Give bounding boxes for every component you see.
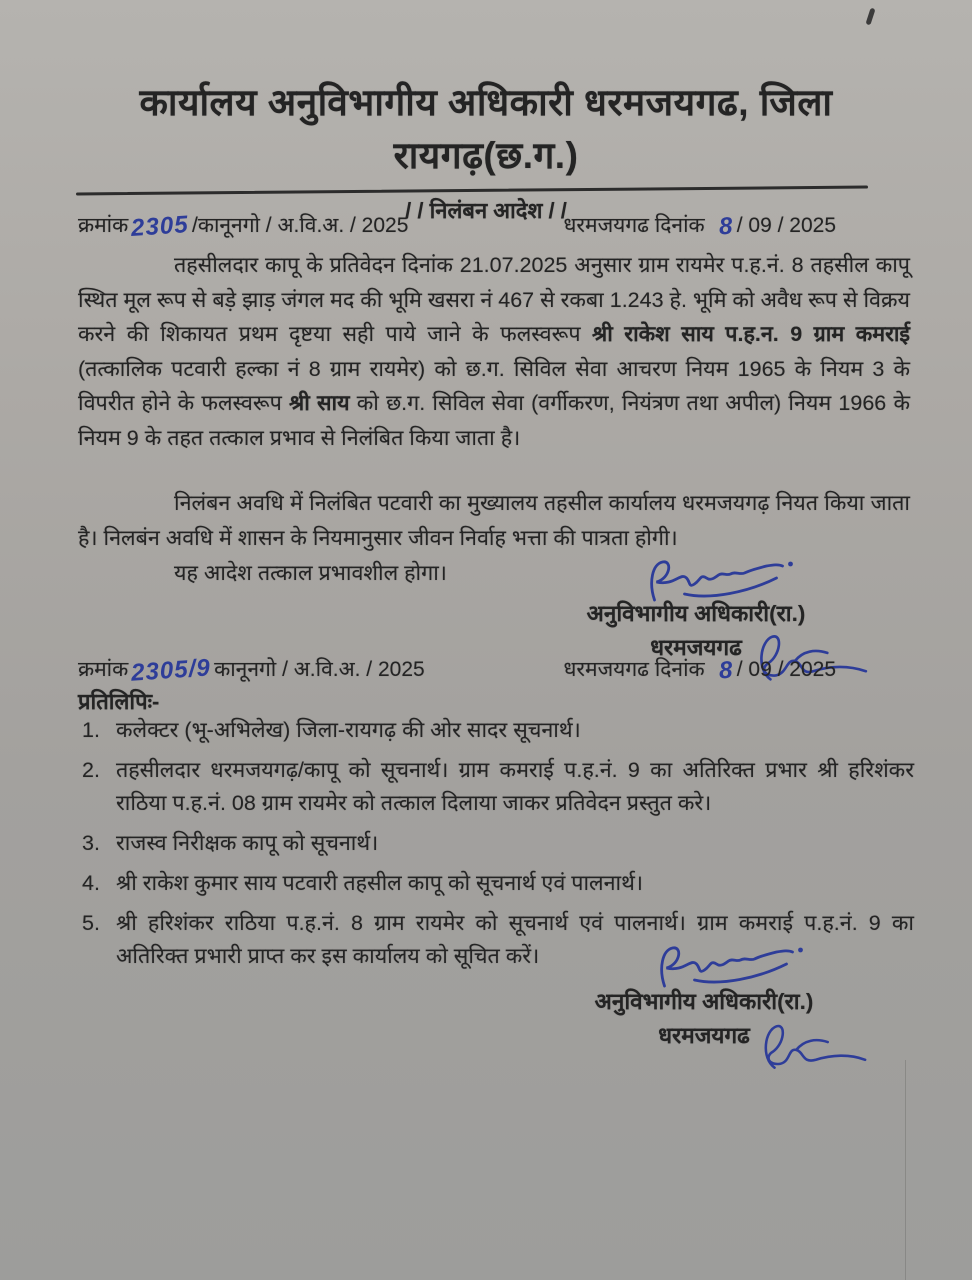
scan-stray-mark bbox=[865, 8, 875, 26]
para1-emphasis-name2: श्री साय bbox=[289, 391, 350, 415]
list-item bbox=[82, 867, 914, 900]
list-item-text: कलेक्टर (भू-अभिलेख) जिला-रायगढ़ की ओर सादर सूचनार्थ। bbox=[116, 718, 581, 742]
order-paragraph-1 bbox=[78, 248, 910, 455]
list-item-text: तहसीलदार धरमजयगढ़/कापू को सूचनार्थ। ग्राम कमराई प.ह.नं. 9 का अतिरिक्त प्रभार श्री हरिशंकर राठिया प.ह.नं. 08 ग्राम रायमेर को तत्काल दिलाया जाकर प्रतिवेदन प्रस्तुत करे। bbox=[116, 758, 914, 815]
order-type-heading: / / निलंबन आदेश / / bbox=[405, 198, 567, 223]
place-date-label-2: धरमजयगढ दिनांक bbox=[563, 658, 705, 681]
handwritten-day: 8 bbox=[718, 212, 735, 241]
place-date-right-2 bbox=[564, 655, 836, 683]
list-item-number: 4. bbox=[82, 871, 100, 895]
letterhead-underline bbox=[76, 186, 868, 196]
para1-emphasis-name: श्री राकेश साय प.ह.न. 9 ग्राम कमराई bbox=[592, 322, 910, 346]
signatory-designation-top: अनुविभागीय अधिकारी(रा.) bbox=[586, 601, 806, 626]
copies-list bbox=[82, 714, 914, 980]
reference-number-left-2 bbox=[78, 654, 425, 687]
order-paragraph-3: यह आदेश तत्काल प्रभावशील होगा। bbox=[174, 561, 447, 585]
letterhead-line2: रायगढ़(छ.ग.) bbox=[393, 135, 579, 176]
date-rest: / 09 / 2025 bbox=[736, 214, 836, 237]
ref-label: क्रमांक bbox=[78, 214, 129, 237]
signature-paraph-icon bbox=[745, 1014, 873, 1076]
office-letterhead bbox=[0, 76, 972, 182]
place-date-label: धरमजयगढ दिनांक bbox=[563, 214, 705, 237]
ref-suffix-2: कानूनगो / अ.वि.अ. / 2025 bbox=[214, 658, 425, 681]
para1-text3: को छ.ग. सिविल सेवा (वर्गीकरण, नियंत्रण तथा अपील) नियम 1966 के नियम 9 के तहत तत्काल प्रभाव से निलंबित किया जाता है। bbox=[78, 391, 910, 450]
letterhead-line1: कार्यालय अनुविभागीय अधिकारी धरमजयगढ, जिला bbox=[139, 82, 833, 123]
list-item-number: 1. bbox=[82, 718, 100, 742]
reference-number-left bbox=[78, 211, 409, 242]
reference-line-bottom bbox=[78, 654, 836, 687]
para1-text: तहसीलदार कापू के प्रतिवेदन दिनांक 21.07.2025 अनुसार ग्राम रायमेर प.ह.नं. 8 तहसील कापू स्थित मूल रूप से बड़े झाड़ जंगल मद की भूमि खसरा नं 467 से रकबा 1.243 हे. भूमि को अवैध रूप से विक्रय करने की शिकायत प्रथम दृष्टया सही पाये जाने के फलस्वरूप bbox=[78, 253, 910, 346]
handwritten-ref-number-2: 2305/9 bbox=[130, 654, 212, 687]
order-paragraph-2: निलंबन अवधि में निलंबित पटवारी का मुख्यालय तहसील कार्यालय धरमजयगढ़ नियत किया जाता है। निलबंन अवधि में शासन के नियमानुसार जीवन निर्वाह भत्ता की पात्रता होगी। bbox=[78, 491, 910, 550]
signatory-designation-bottom: अनुविभागीय अधिकारी(रा.) bbox=[594, 989, 814, 1014]
list-item-number: 3. bbox=[82, 831, 100, 855]
list-item-text: श्री राकेश कुमार साय पटवारी तहसील कापू को सूचनार्थ एवं पालनार्थ। bbox=[116, 871, 643, 895]
signature-ink-praveen-icon bbox=[648, 942, 813, 990]
reference-line-top bbox=[78, 211, 836, 242]
handwritten-ref-number: 2305 bbox=[130, 211, 190, 242]
ref-suffix: /कानूनगो / अ.वि.अ. / 2025 bbox=[191, 214, 409, 237]
date-rest-2: / 09 / 2025 bbox=[736, 658, 836, 681]
list-item bbox=[82, 754, 914, 820]
list-item bbox=[82, 714, 914, 747]
place-date-right bbox=[564, 211, 836, 239]
list-item-number: 2. bbox=[82, 758, 100, 782]
copies-heading: प्रतिलिपिः- bbox=[78, 689, 160, 714]
list-item-number: 5. bbox=[82, 911, 100, 935]
handwritten-day-2: 8 bbox=[718, 656, 735, 685]
para1-text2: (तत्कालिक पटवारी हल्का नं 8 ग्राम रायमेर) को छ.ग. सिविल सेवा आचरण नियम 1965 के नियम 3 के विपरीत होने के फलस्वरूप bbox=[78, 356, 911, 415]
ref-label-2: क्रमांक bbox=[78, 658, 129, 681]
signatory-place-bottom: धरमजयगढ bbox=[658, 1023, 750, 1048]
list-item-text: राजस्व निरीक्षक कापू को सूचनार्थ। bbox=[116, 831, 379, 855]
list-item bbox=[82, 827, 914, 860]
list-item-text: श्री हरिशंकर राठिया प.ह.नं. 8 ग्राम रायमेर को सूचनार्थ एवं पालनार्थ। ग्राम कमराई प.ह.नं. 9 का अतिरिक्त प्रभारी प्राप्त कर इस कार्यालय को सूचित करें। bbox=[116, 911, 914, 968]
signatory-place-top: धरमजयगढ bbox=[650, 635, 742, 660]
